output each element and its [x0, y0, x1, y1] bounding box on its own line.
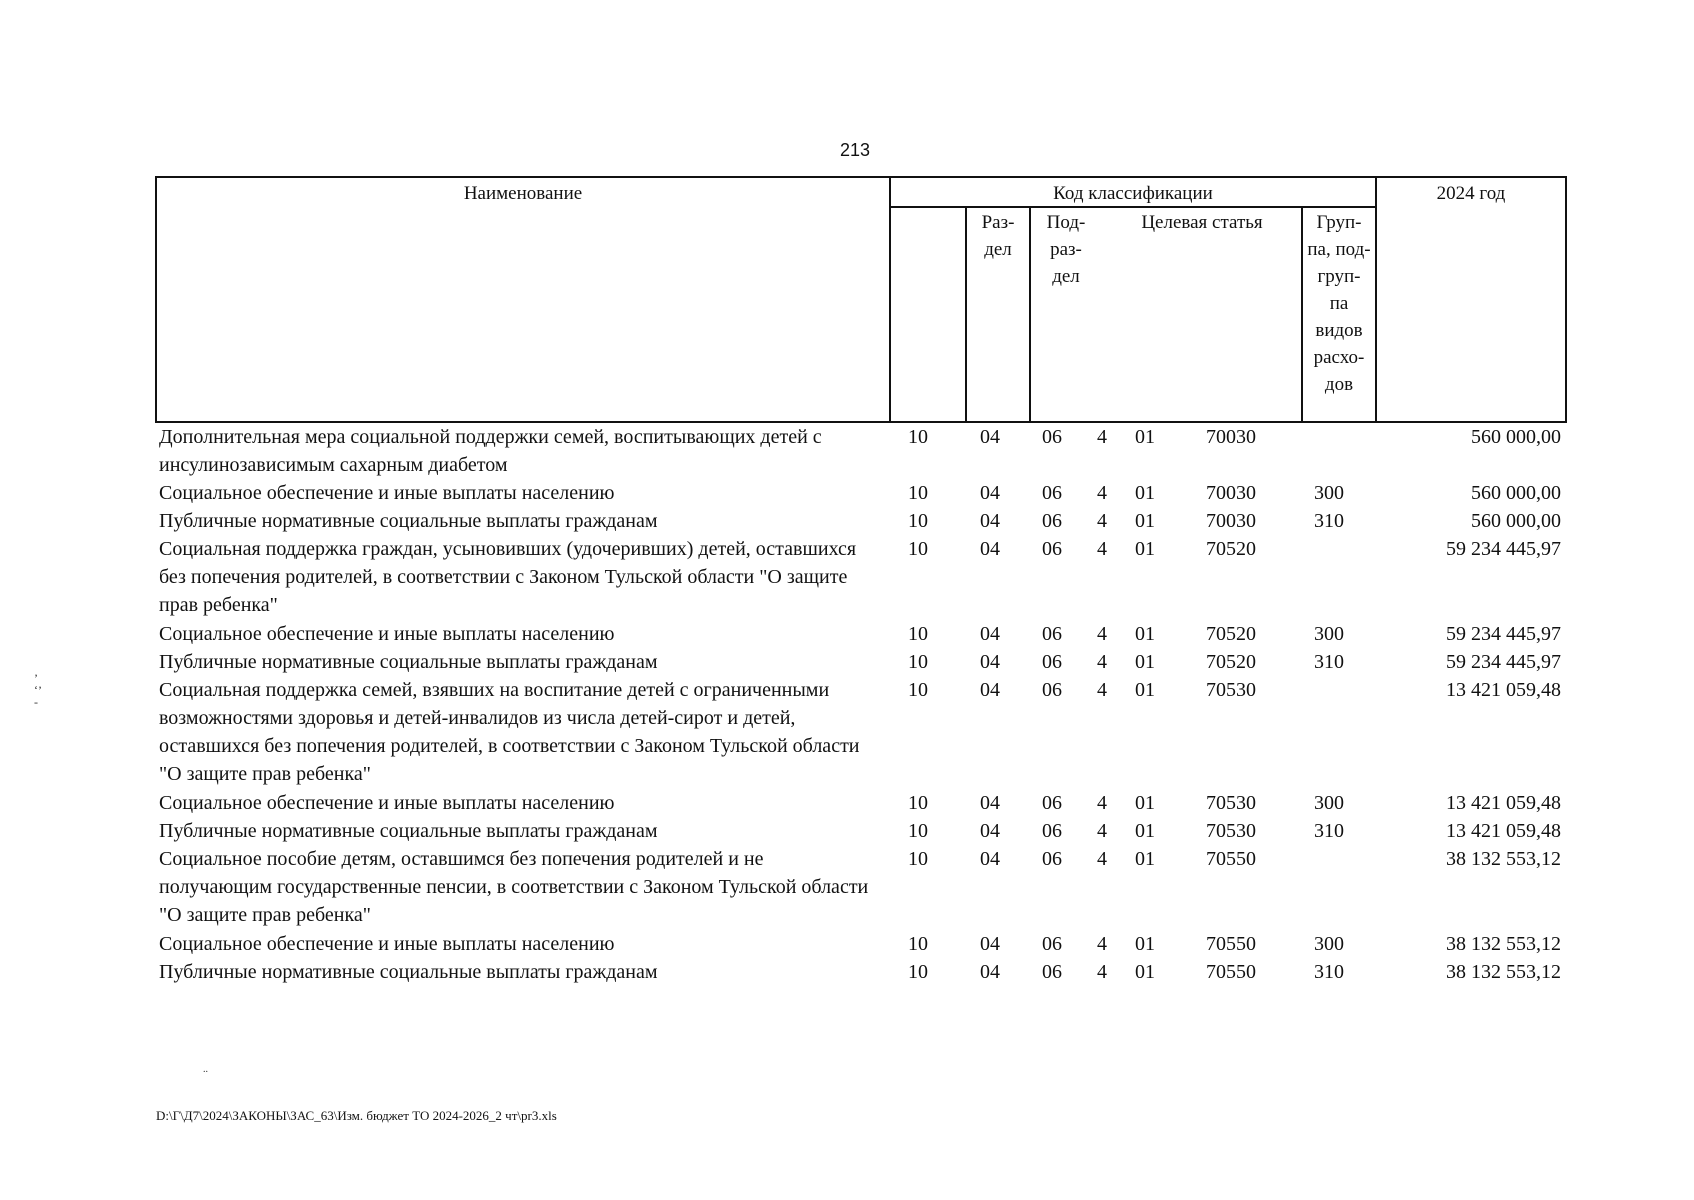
row-vid: 310: [1314, 651, 1344, 673]
row-amount: 13 421 059,48: [1446, 679, 1561, 701]
row-target-type: 4: [1097, 679, 1107, 701]
scan-marks: ’ ‘’ -: [34, 671, 42, 709]
row-target-code: 70550: [1206, 961, 1256, 983]
row-podrazdel: 04: [980, 933, 1000, 955]
row-podrazdel: 04: [980, 651, 1000, 673]
row-amount: 38 132 553,12: [1446, 961, 1561, 983]
row-razdel: 10: [908, 792, 928, 814]
row-name: Социальная поддержка семей, взявших на воспитание детей с ограниченными возможностями здоровья и детей-инвалидов из числа детей-сирот и детей, оставшихся без попечения родителей, в соответствии с Законом Тульской области "О защите прав ребенка": [159, 679, 860, 785]
row-podrazdel: 04: [980, 426, 1000, 448]
row-target-program: 06: [1042, 482, 1062, 504]
row-target-group: 01: [1135, 510, 1155, 532]
divider-year-col: [1375, 178, 1377, 423]
row-name: Социальное пособие детям, оставшимся без попечения родителей и не получающим государственные пенсии, в соответствии с Законом Тульской области "О защите прав ребенка": [159, 848, 869, 926]
row-name: Публичные нормативные социальные выплаты гражданам: [159, 651, 658, 673]
header-target: Целевая статья: [1141, 212, 1263, 233]
row-target-program: 06: [1042, 510, 1062, 532]
row-target-code: 70520: [1206, 538, 1256, 560]
row-target-program: 06: [1042, 961, 1062, 983]
row-vid: 300: [1314, 482, 1344, 504]
row-vid: 300: [1314, 792, 1344, 814]
row-target-code: 70530: [1206, 792, 1256, 814]
row-target-type: 4: [1097, 848, 1107, 870]
row-podrazdel: 04: [980, 623, 1000, 645]
row-amount: 560 000,00: [1471, 510, 1561, 532]
row-target-code: 70520: [1206, 623, 1256, 645]
row-razdel: 10: [908, 961, 928, 983]
row-name: Социальное обеспечение и иные выплаты населению: [159, 623, 615, 645]
row-amount: 13 421 059,48: [1446, 820, 1561, 842]
row-podrazdel: 04: [980, 961, 1000, 983]
row-target-type: 4: [1097, 792, 1107, 814]
row-vid: 300: [1314, 623, 1344, 645]
row-target-group: 01: [1135, 651, 1155, 673]
row-target-code: 70550: [1206, 848, 1256, 870]
row-name: Социальная поддержка граждан, усыновивших (удочеривших) детей, оставшихся без попечения родителей, в соответствии с Законом Тульской области "О защите прав ребенка": [159, 538, 857, 616]
header-podrazdel: Под- раз- дел: [1046, 212, 1086, 287]
row-target-group: 01: [1135, 792, 1155, 814]
row-amount: 38 132 553,12: [1446, 848, 1561, 870]
row-podrazdel: 04: [980, 482, 1000, 504]
row-amount: 59 234 445,97: [1446, 651, 1561, 673]
row-target-type: 4: [1097, 820, 1107, 842]
row-target-type: 4: [1097, 538, 1107, 560]
row-podrazdel: 04: [980, 679, 1000, 701]
row-podrazdel: 04: [980, 538, 1000, 560]
row-target-type: 4: [1097, 623, 1107, 645]
row-target-group: 01: [1135, 848, 1155, 870]
header-vid: Груп- па, под- груп- па видов расхо- дов: [1307, 212, 1371, 395]
header-year: 2024 год: [1436, 183, 1506, 204]
row-target-program: 06: [1042, 933, 1062, 955]
row-target-program: 06: [1042, 538, 1062, 560]
row-target-type: 4: [1097, 933, 1107, 955]
row-razdel: 10: [908, 482, 928, 504]
row-name: Социальное обеспечение и иные выплаты населению: [159, 933, 615, 955]
row-name: Социальное обеспечение и иные выплаты населению: [159, 792, 615, 814]
row-target-group: 01: [1135, 961, 1155, 983]
row-target-program: 06: [1042, 679, 1062, 701]
row-razdel: 10: [908, 510, 928, 532]
row-name: Социальное обеспечение и иные выплаты населению: [159, 482, 615, 504]
table-header: [155, 176, 1567, 423]
row-target-code: 70520: [1206, 651, 1256, 673]
row-name: Публичные нормативные социальные выплаты гражданам: [159, 820, 658, 842]
row-target-group: 01: [1135, 426, 1155, 448]
row-target-group: 01: [1135, 933, 1155, 955]
row-target-code: 70030: [1206, 482, 1256, 504]
row-vid: 300: [1314, 933, 1344, 955]
row-target-group: 01: [1135, 482, 1155, 504]
row-razdel: 10: [908, 538, 928, 560]
row-target-type: 4: [1097, 510, 1107, 532]
row-podrazdel: 04: [980, 820, 1000, 842]
row-target-type: 4: [1097, 482, 1107, 504]
row-amount: 59 234 445,97: [1446, 538, 1561, 560]
row-razdel: 10: [908, 679, 928, 701]
row-name: Публичные нормативные социальные выплаты гражданам: [159, 961, 658, 983]
divider-name-col: [889, 178, 891, 423]
row-target-program: 06: [1042, 426, 1062, 448]
row-target-group: 01: [1135, 679, 1155, 701]
row-amount: 38 132 553,12: [1446, 933, 1561, 955]
row-podrazdel: 04: [980, 792, 1000, 814]
row-razdel: 10: [908, 651, 928, 673]
page-number: 213: [840, 140, 871, 160]
row-target-code: 70030: [1206, 426, 1256, 448]
row-podrazdel: 04: [980, 510, 1000, 532]
row-amount: 560 000,00: [1471, 482, 1561, 504]
row-target-program: 06: [1042, 848, 1062, 870]
row-razdel: 10: [908, 623, 928, 645]
row-target-code: 70550: [1206, 933, 1256, 955]
row-podrazdel: 04: [980, 848, 1000, 870]
row-target-type: 4: [1097, 961, 1107, 983]
header-name: Наименование: [463, 183, 583, 204]
row-vid: 310: [1314, 961, 1344, 983]
row-target-program: 06: [1042, 651, 1062, 673]
row-target-program: 06: [1042, 623, 1062, 645]
header-razdel: Раз- дел: [981, 212, 1015, 260]
row-amount: 560 000,00: [1471, 426, 1561, 448]
row-target-type: 4: [1097, 651, 1107, 673]
row-target-program: 06: [1042, 792, 1062, 814]
row-target-type: 4: [1097, 426, 1107, 448]
header-code: Код классификации: [1053, 183, 1213, 204]
row-target-code: 70030: [1206, 510, 1256, 532]
row-razdel: 10: [908, 933, 928, 955]
row-vid: 310: [1314, 820, 1344, 842]
row-name: Дополнительная мера социальной поддержки семей, воспитывающих детей с инсулинозависимым сахарным диабетом: [159, 426, 822, 476]
file-path-footer: D:\Г\Д7\2024\ЗАКОНЫ\ЗАС_63\Изм. бюджет ТО 2024-2026_2 чт\pr3.xls: [156, 1108, 557, 1123]
row-vid: 310: [1314, 510, 1344, 532]
row-razdel: 10: [908, 848, 928, 870]
row-target-code: 70530: [1206, 679, 1256, 701]
row-amount: 59 234 445,97: [1446, 623, 1561, 645]
scan-mark: ..: [203, 1064, 208, 1075]
row-target-group: 01: [1135, 820, 1155, 842]
row-name: Публичные нормативные социальные выплаты гражданам: [159, 510, 658, 532]
row-amount: 13 421 059,48: [1446, 792, 1561, 814]
row-target-program: 06: [1042, 820, 1062, 842]
row-target-group: 01: [1135, 538, 1155, 560]
row-razdel: 10: [908, 820, 928, 842]
row-target-code: 70530: [1206, 820, 1256, 842]
row-target-group: 01: [1135, 623, 1155, 645]
row-razdel: 10: [908, 426, 928, 448]
